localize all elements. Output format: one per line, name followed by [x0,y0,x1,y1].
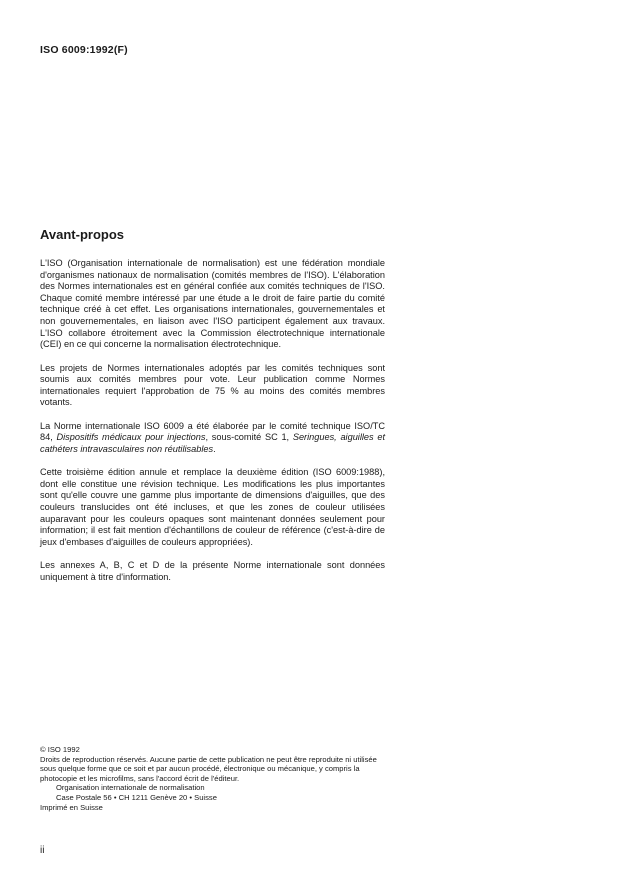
foreword-body [40,258,385,583]
paragraph-draft-standards: Les projets de Normes internationales adoptés par les comités techniques sont soumis aux comités membres pour vote. Leur publication comme Normes internationales requiert l'approbation de 75 % au moins des comités membres votants. [40,362,385,408]
committee-text-2: , sous-comité SC 1, [205,432,293,443]
paragraph-iso-organisation: L'ISO (Organisation internationale de normalisation) est une fédération mondiale d'organismes nationaux de normalisation (comités membres de l'ISO). L'élaboration des Normes internationales est en général confiée aux comités techniques de l'ISO. Chaque comité membre intéressé par une étude a le droit de faire partie du comité technique créé à cet effet. Les organisations internationales, gouvernementales et non gouvernementales, en liaison avec l'ISO participent également aux travaux. L'ISO collabore étroitement avec la Commission électrotechnique internationale (CEI) en ce qui concerne la normalisation électrotechnique. [40,258,385,350]
rights-notice: Droits de reproduction réservés. Aucune partie de cette publication ne peut être reproduite ni utilisée sous quelque forme que ce soit et par aucun procédé, électronique ou mécanique, y compris la photocopie et les microfilms, sans l'accord écrit de l'éditeur. [40,754,377,783]
organisation-address: Case Postale 56 • CH 1211 Genève 20 • Suisse [56,792,217,802]
copyright-block [40,745,385,812]
committee-name-italic: Dispositifs médicaux pour injections [56,432,206,443]
subcommittee-name-italic: Seringues, aiguilles et cathéters intravasculaires non réutilisables [40,432,386,454]
paragraph-edition: Cette troisième édition annule et remplace la deuxième édition (ISO 6009:1988), dont elle constitue une révision technique. Les modifications les plus importantes sont qu'elle couvre une gamme plus importante de dimensions d'aiguilles, que des couleurs translucides ont été incluses, et que les zones de couleur utilisées auparavant pour les couleurs opaques sont maintenant données seulement pour information; il est fait mention d'échantillons de couleur de référence (c'est-à-dire de jeux d'embases d'aiguilles de couleurs appropriées). [40,467,385,547]
standard-code: ISO 6009:1992(F) [40,44,128,56]
section-title: Avant-propos [40,227,125,242]
paragraph-annexes: Les annexes A, B, C et D de la présente Norme internationale sont données uniquement à titre d'information. [40,560,385,582]
organisation-name: Organisation internationale de normalisation [56,783,205,793]
paragraph-committee [40,421,385,456]
page-number: ii [40,845,45,856]
committee-text-1: La Norme internationale ISO 6009 a été élaborée par le comité technique ISO/TC 84, [40,420,385,443]
committee-text-3: . [213,443,216,454]
printed-in: Imprimé en Suisse [40,802,103,812]
copyright-line: © ISO 1992 [40,745,80,754]
